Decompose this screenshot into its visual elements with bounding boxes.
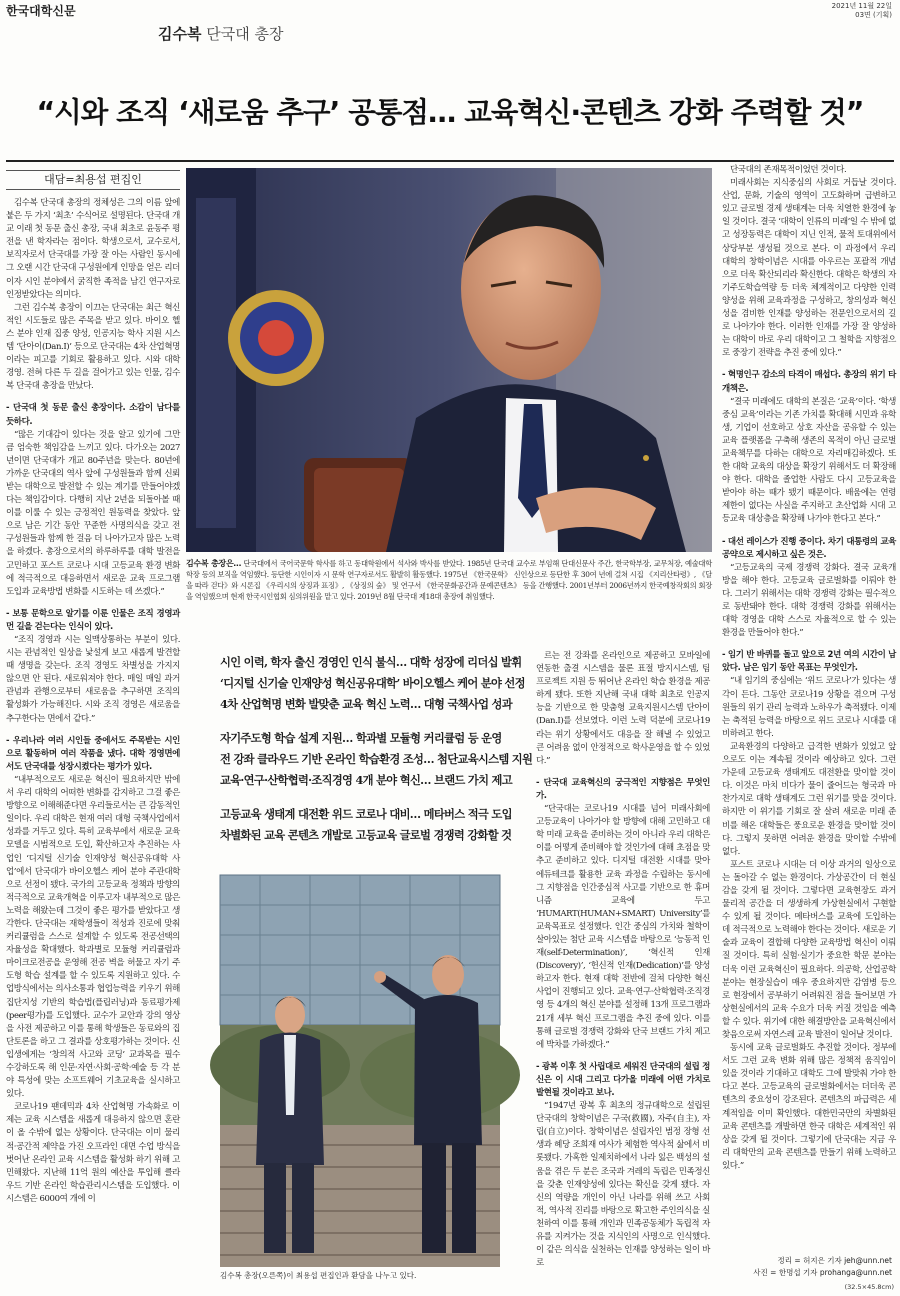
deck-line: 시인 이력, 학자 출신 경영인 인식 불식… 대학 성장에 리더십 발휘 [220,655,522,669]
deck-group [220,652,525,715]
masthead-paper-name: 한국대학신문 [6,4,76,18]
interviewee-title: 단국대 총장 [206,25,284,43]
article-paragraph: 교육환경의 다양하고 급격한 변화가 있었고 앞으로도 이는 계속될 것이라 예상하고 있다. 그런 가운데 고등교육 생태계도 대전환을 맞이할 것이다. 이것은 마치 비다가 물이 줄어드는 형국과 마찬가지로 대학 생태계도 그런 위기를 맞을 것이다. 하지만 이 위기를 기회로 잘 살려 새로운 미래 준비를 해온 대학들은 풍요로운 환경을 맞이할 것이다. 그렇지 못하면 어려운 환경을 맞이할 수밖에 없다. [722,741,896,857]
page-section: 03면 (기획) [855,11,892,19]
deck-line: 4차 산업혁명 변화 발맞춘 교육 혁신 노력… 대형 국책사업 성과 [220,697,512,711]
headline-rule [6,160,894,162]
article-paragraph: “조직 경영과 시는 일맥상통하는 부분이 있다. 시는 관념적인 일상을 낯설게 보고 새롭게 발견할 때 생명을 갖는다. 조직 경영도 차별성을 가지지 않으면 안 된다. 새로워져야 한다. 매일 매일 과거 관념과 관행으로부터 새로움을 추구하면 조직의 활성화가 가능해진다. 시와 조직 경영은 새로움을 추구한다는 면에서 같다.” [6,635,180,724]
caption-subject: 김수복 총장은… [186,559,242,568]
page-size-note: (32.5×45.8cm) [844,1283,894,1291]
reporter-signoff [753,1255,892,1279]
article-paragraph: 그런 김수복 총장이 이끄는 단국대는 최근 혁신적인 시도들로 많은 주목을 받고 있다. 바이오 헬스 분야 인재 집중 양성, 인공지능 학사 지원 시스템 ‘단아이(Dan.I)’ 등으로 단국대는 4차 산업혁명이라는 피고를 기회로 활용하고 있다. 시와 대학 경영. 전혀 다른 두 길을 걸어가고 있는 인물, 김수복 단국대 총장을 만났다. [6,302,180,392]
article-paragraph: 미래사회는 지식중심의 사회로 거듭날 것이다. 산업, 문화, 기술의 영역이 고도화하며 급변하고 있고 글로벌 경제 생태계는 더욱 치열한 환경에 놓일 것이다. 결국 ‘대학이 인류의 미래’일 수 밖에 없고 성장동력은 대학이 지닌 인적, 물적 토대위에서 상당부분 생성될 것으로 본다. 이 과정에서 우리 대학의 창학이념은 시대를 아우르는 포괄적 개념으로 더욱 확산되리라 확신한다. 대학은 학생의 자기주도학습역량 등 더욱 체계적이고 다양한 인력양성을 위해 교육과정을 구성하고, 창의성과 혁신성을 겸비한 인재를 양성하는 전문인으로서의 길로 나아가야 한다. 이러한 인재를 가장 잘 양성하는 대학이 바로 우리 대학이고 그 철학을 지향점으로 중장기 전략을 추진 중에 있다.” [722,178,896,359]
headline: “시와 조직 ‘새로움 추구’ 공통점… 교육혁신·콘텐츠 강화 주력할 것” [36,96,864,129]
interview-question: - 임기 반 바퀴를 돌고 앞으로 2년 여의 시간이 남았다. 남은 임기 동안 목표는 무엇인가. [722,650,896,674]
deck-line: 고등교육 생태계 대전환 위드 코로나 대비… 메타버스 적극 도입 [220,807,512,821]
interview-question: - 우리나라 여러 시인들 중에서도 주목받는 시인으로 활동하며 여러 작품을 냈다. 대학 경영면에서도 단국대를 성장시켰다는 평가가 있다. [6,735,180,772]
deck-group [220,804,510,846]
article-paragraph: 동시에 교육 글로벌화도 추진할 것이다. 정부에서도 그런 교육 변화 위해 많은 정책적 움직임이 있을 것이라 기대하고 대학도 그에 발맞춰 가야 한다고 본다. 고등교육의 글로벌화에서는 더더욱 콘텐츠의 중요성이 강조된다. 콘텐츠의 파급력은 세계적임을 이미 확인했다. 대한민국만의 차별화된 교육 콘텐츠를 개발하면 한국 대학은 세계적인 위상을 갖게 될 것이다. 그렇기에 단국대는 지금 우리 대학만의 교육 콘텐츠를 만들기 위해 노력하고 있다.” [722,1043,896,1171]
deck-line: 차별화된 교육 콘텐츠 개발로 고등교육 글로벌 경쟁력 강화할 것 [220,828,512,842]
interviewee-label [158,23,283,44]
deck-line: 교육·연구·산학협력·조직경영 4개 분야 혁신… 브랜드 가치 제고 [220,773,512,787]
article-paragraph: 르는 전 강좌를 온라인으로 제공하고 모바일에 연동한 출결 시스템을 물론 표절 방지시스템, 팀 프로젝트 지원 등 뛰어난 온라인 학습 환경을 제공하게 됐다. 또한 지난해 국내 대학 최초로 인공지능을 기반으로 한 맞춤형 교육지원시스템 단아이(Dan.I)를 선보였다. 이런 노력 덕분에 코로나19라는 위기 상황에서도 대응을 잘 해낼 수 있었고 큰 어려움 없이 안정적으로 학사운영을 할 수 있었다.” [536,651,710,766]
subheadline-decks [220,652,533,859]
masthead-dateline [832,2,892,20]
article-paragraph: “내 임기의 중심에는 ‘위드 코로나’가 있다는 생각이 든다. 그동안 코로나19 상황을 겪으며 구성원들의 위기 관리 능력과 노하우가 축적됐다. 이제는 축적된 능력을 바탕으로 위드 코로나 시대를 대비하려고 한다. [722,676,896,739]
article-paragraph: 단국대의 존재목적이었던 것이다. [730,165,847,175]
deck-line: 자기주도형 학습 설계 지원… 학과별 모듈형 커리큘럼 등 운영 [220,731,502,745]
interview-question: - 단국대 첫 동문 출신 총장이다. 소감이 남다를 듯하다. [6,403,180,427]
main-photo-caption [186,558,712,602]
article-paragraph: 김수복 단국대 총장의 정체성은 그의 이름 앞에 붙은 두 가지 ‘최초’ 수식어로 설명된다. 단국대 개교 이래 첫 동문 출신 총장, 국내 최초로 윤동주 평전을 낸 학자라는 점이다. 학생으로서, 교수로서, 보직자로서 단국대를 가장 잘 아는 사람인 동시에 그 오랜 시간 단국대 구성원에게 인망을 얻은 리더이자 시인 분야에서 굵직한 족적을 남긴 연구자로 인정받았다는 의미다. [6,198,180,300]
caption-bio: 단국대에서 국어국문학 학사를 하고 동대학원에서 석사와 박사를 받았다. 1985년 단국대 교수로 부임해 단대신문사 주간, 한국학부장, 교무처장, 예술대학 학장 등의 보직을 역임했다. 등단한 시인이자 시 문학 연구자로서도 활발히 활동했다. 1975년 《한국문학》 신인상으로 등단한 후 30여 년에 걸쳐 시집 《지리산타령》, 《달을 따라 걷다》와 시론집 《우리시의 상징과 표징》, 《상징의 숲》 및 연구서 《한국문화공간과 문예콘텐츠》 등을 간행했다. 2001년부터 2006년까지 한국예창작회의 회장을 역임했으며 현재 한국시인협회 심의위원을 맡고 있다. 2019년 8월 단국대 제18대 총장에 취임했다. [186,559,712,601]
interview-question: - 단국대 교육혁신의 궁극적인 지향점은 무엇인가. [536,777,710,801]
deck-group [220,728,533,791]
article-paragraph: “고등교육의 국제 경쟁력 강화다. 결국 교육개방을 해야 한다. 고등교육 글로벌화를 이뤄야 한다. 그러기 위해서는 대학 경쟁력 강화는 필수적으로 동반돼야 한다. 대학 경쟁력 강화를 위해서는 대학 경영을 대학 스스로 자율적으로 할 수 있는 환경을 만들어야 한다.” [722,562,896,639]
article-column-3 [536,650,710,1269]
interview-question: - 광복 이후 첫 사립대로 세워진 단국대의 설립 정신은 이 시대 그리고 다가올 미래에 어떤 가치로 발현될 것이라고 보나. [536,1061,710,1098]
article-paragraph: 포스트 코로나 시대는 더 이상 과거의 일상으로는 돌아갈 수 없는 환경이다. 가상공간이 더 현실감을 갖게 될 것이다. 그렇다면 교육현장도 과거 물리적 공간을 더 생생하게 가상현실에서 구현할 수 있게 될 것이다. 메타버스를 교육에 도입하는 데 적극적으로 노력해야 한다는 것이다. 새로운 기술과 교육이 결합해 다양한 교육방법 혁신이 이뤄질 것이다. 특히 실험·실기가 중요한 학문 분야는 더욱 이런 교육혁신이 필요하다. 의공학, 산업공학 분야는 현장실습이 매우 중요하지만 감염병 등으로 현장에서 공부하기 어려워진 점을 들어보면 가상현실에서의 교육 수요가 더욱 커질 것임을 예측할 수 있다. 위기에 대한 해결방안을 교육혁신에서 찾음으로써 자연스레 교육 발전이 일어날 것이다. [722,859,896,1040]
interview-question: - 혁명인구 감소의 타격이 매섭다. 총장의 위기 타개책은. [722,370,896,394]
reporter-credit: 정리 = 허지은 기자 jeh@unn.net [777,1256,892,1265]
second-photo-caption: 김수복 총장(오른쪽)이 최용섭 편집인과 환담을 나누고 있다. [220,1271,417,1280]
issue-date: 2021년 11월 22일 [831,2,892,10]
article-paragraph: “내부적으로도 새로운 혁신이 필요하지만 밖에서 우리 대학의 어떠한 변화를 감지하고 그걸 좋은 방향으로 이해해준다면 우리들로서는 큰 감동적인 일이다. 우리 대학은 현재 여러 대형 국책사업에서 성과를 거두고 있다. 특히 교육부에서 새로운 교육 모델을 시범적으로 도입, 확산하고자 추진하는 사업인 ‘디지털 신기술 인재양성 혁신공유대학 사업’에서 단국대가 바이오헬스 케어 분야 주관대학으로 선정이 됐다. 국가의 고등교육 정책과 방향의 적극적으로 교육개혁을 이루고자 내부적으로 많은 노력을 해왔는데 그것이 좋은 평가를 받았다고 생각한다. 단국대는 재학생들이 적성과 진로에 맞춰 커리큘럼을 스스로 설계할 수 있도록 전공선택의 자율성을 확대했다. 학과별로 모듈형 커리큘럼과 마이크로전공을 운영해 전공 벽을 허물고 자기 주도형 학습 설계를 할 수 있도록 지원하고 있다. 수업방식에서는 의사소통과 협업능력을 키우기 위해 집단지성 기반의 학습법(플립러닝)과 동료평가제(peer평가)를 도입했다. 교수가 교안과 강의 영상을 사전 제공하고 이를 통해 학생들은 동료와의 집단토론을 하고 그 결과를 상호평가하는 것이다. 신입생에게는 ‘창의적 사고와 코딩’ 교과목을 필수 수강하도록 해 인문·자연·사회·공학·예술 등 각 분야 특성에 맞는 소프트웨어 기초교육을 실시하고 있다. [6,774,180,1100]
portrait-illustration [186,168,712,552]
article-paragraph: “결국 미래에도 대학의 본질은 ‘교육’이다. ‘학생중심 교육’이라는 기존 가치를 확대해 시민과 유학생, 기업이 선호하고 상호 자산을 공유할 수 있는 교육 플랫폼을 구축해 생존의 목적이 아닌 글로벌 교육책무를 다하는 대학으로 자리매김하겠다. 또한 대학 교육의 대상을 확장기 위해서도 더 확장해야 한다. 대학을 졸업한 사람도 다시 고등교육을 받아야 하는 때가 됐기 때문이다. 배움에는 연령 제한이 없다는 사실을 주지하고 초산업화 시대 고등교육 대상층을 확장해 나가야 한다고 본다.” [722,396,896,525]
deck-line: 전 강좌 클라우드 기반 온라인 학습환경 조성… 첨단교육시스템 지원 [220,752,533,766]
article-column-4 [722,164,896,1288]
article-column-1 [6,197,180,1285]
conversation-illustration [220,875,500,1267]
main-portrait-photo [186,168,712,552]
deck-line: ‘디지털 신기술 인재양성 혁신공유대학’ 바이오헬스 케어 분야 선정 [220,676,525,690]
article-paragraph: “1947년 광복 후 최초의 정규대학으로 설립된 단국대의 창학이념은 구국(救國), 자주(自主), 자립(自立)이다. 창학이념은 설립자인 범정 장형 선생과 혜당 조희재 여사가 체험한 역사적 삶에서 비롯됐다. 가혹한 일제치하에서 나라 잃은 백성의 설움을 겪은 두 분은 조국과 겨레의 독립은 민족정신을 갖춘 인재양성에 있다는 확신을 갖게 됐다. 자신의 역량을 개인이 아닌 나라를 위해 쓰고 사회적, 역사적 진리를 바탕으로 확고한 주인의식을 실천하여 이를 통해 개인과 민족공동체가 독립적 자유를 지켜가는 것을 지식인의 사명으로 인식했다. 이 같은 의식을 실천하는 인재를 양성하는 일이 바로 [536,1101,710,1269]
photographer-credit: 사진 = 한명섭 기자 prohanga@unn.net [753,1268,892,1277]
interview-question: - 대선 레이스가 진행 중이다. 차기 대통령의 교육 공약으로 제시하고 싶은 것은. [722,536,896,560]
article-paragraph: 코로나19 팬데믹과 4차 산업혁명 가속화로 이제는 교육 시스템을 새롭게 대응하지 않으면 혼란이 올 수밖에 없는 상황이다. 단국대는 이미 물리적·공간적 제약을 가진 오프라인 대면 수업 방식을 벗어난 온라인 교육 시스템을 활성화 하기 위해 고민해왔다. 지난해 11억 원의 예산을 투입해 클라우드 기반 온라인 학습관리시스템을 도입했다. 이 시스템은 6000여 개에 이 [6,1102,180,1204]
second-photo [220,875,500,1267]
interview-question: - 보통 문학으로 알기를 이룬 인물은 조직 경영과 먼 길을 걷는다는 인식이 있다. [6,608,180,632]
article-paragraph: “단국대는 코로나19 시대를 넘어 미래사회에 고등교육이 나아가야 할 방향에 대해 고민하고 대학 미래 교육을 준비하는 것이 아니라 우리 대학은 이를 어떻게 준비해야 할 것인가에 대해 초점을 맞추고 준비하고 있다. 디지털 대전환 시대를 맞아 에듀테크를 활용한 교육 과정을 수립하는 동시에 그 지향점을 인간중심적 사고를 기반으로 한 휴머니즘 교육에 두고 ‘HUMART(HUMAN+SMART) University’를 교육목표로 설정했다. 인간 중심의 가치와 철학이 살아있는 첨단 교육 시스템을 바탕으로 ‘능동적 인재(self-Determination)’, ‘혁신적 인재(Discovery)’, ‘헌신적 인재(Dedication)’를 양성하고자 한다. 현재 대학 전반에 걸쳐 다양한 혁신사업이 진행되고 있다. 교육·연구·산학협력·조직경영 등 4개의 혁신 분야를 설정해 13개 프로그램과 21개 세부 혁신 프로그램을 추진 중에 있다. 이를 통해 글로벌 경쟁력 강화와 단국 브랜드 가치 제고에 박차를 가하겠다.” [536,804,710,1050]
interview-byline: 대담=최용섭 편집인 [6,170,180,190]
interviewee-name: 김수복 [158,25,202,43]
article-paragraph: “많은 기대감이 있다는 것을 알고 있기에 그만큼 엄숙한 책임감을 느끼고 있다. 다가오는 2027년이면 단국대가 개교 80주년을 맞는다. 80년에 가까운 단국대의 역사 앞에 구성원들과 함께 신뢰받는 대학으로 발전할 수 있는 계기를 만들어야겠다는 책임감이다. 다행히 지난 2년을 되돌아볼 때 이를 이룰 수 있는 긍정적인 원동력을 찾았다. 앞으로 남은 기간 동안 꾸준한 사명의식을 갖고 전 구성원들과 함께 한 걸음 더 나아가고자 많은 노력을 하겠다. 총장으로서의 하루하루를 대학 발전을 고민하고 포스트 코로나 시대 고등교육 환경 변화에 적극적으로 대응하면서 새로운 교육 프로그램 도입과 교육방법 변화를 시도하는 데 쓰겠다.” [6,429,180,597]
